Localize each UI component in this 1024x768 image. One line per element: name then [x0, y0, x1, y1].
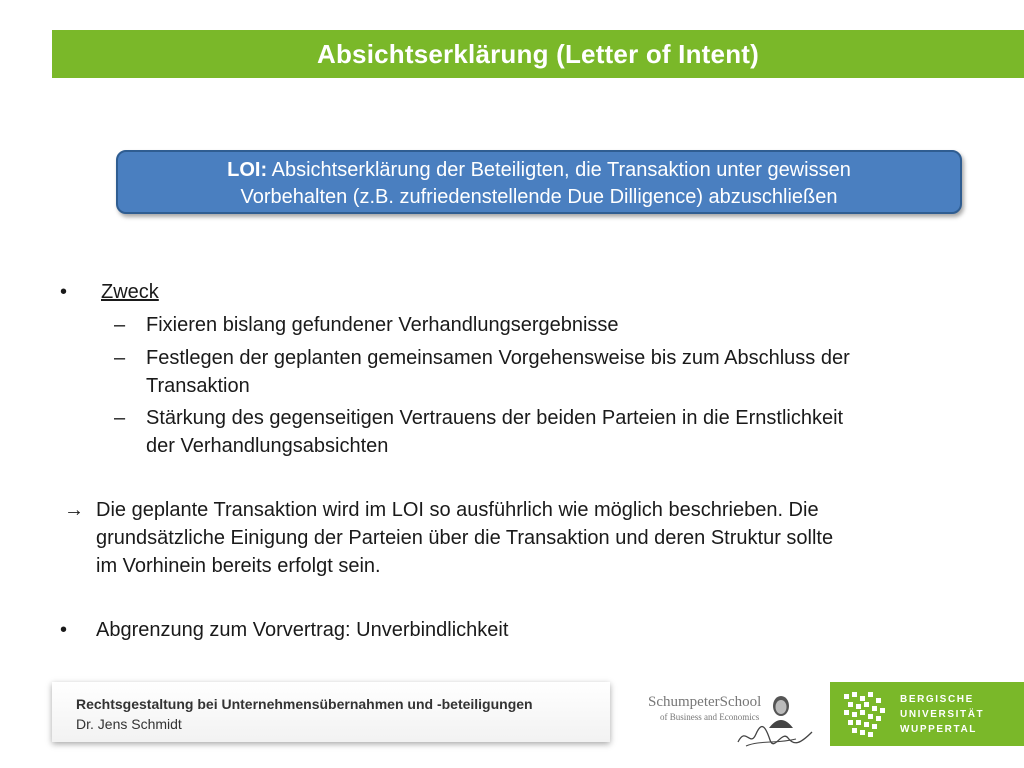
zweck-heading: Zweck: [101, 281, 159, 303]
arrow-text-line-2: grundsätzliche Einigung der Parteien über die Transaktion und deren Struktur sollte: [96, 527, 834, 549]
signature-icon: [736, 724, 814, 748]
title-bar: [52, 30, 1024, 78]
definition-line-1: [118, 157, 960, 184]
sub-item-1: Fixieren bislang gefundener Verhandlungsergebnisse: [146, 314, 619, 336]
page-title: Absichtserklärung (Letter of Intent): [316, 38, 759, 69]
dash-1: –: [114, 314, 126, 336]
definition-text-1: Absichtserklärung der Beteiligten, die Transaktion unter gewissen: [271, 159, 851, 181]
university-line-3: WUPPERTAL: [900, 724, 977, 735]
sub-item-3-line-1: Stärkung des gegenseitigen Vertrauens der beiden Parteien in die Ernstlichkeit: [146, 407, 844, 429]
sub-item-2-line-1: Festlegen der geplanten gemeinsamen Vorgehensweise bis zum Abschluss der: [146, 347, 850, 369]
footer-course-title: Rechtsgestaltung bei Unternehmensübernahmen und -beteiligungen: [76, 696, 533, 712]
definition-term: LOI:: [227, 159, 268, 181]
definition-line-2: Vorbehalten (z.B. zufriedenstellende Due Dilligence) abzuschließen: [240, 186, 838, 208]
arrow-icon: →: [64, 499, 84, 521]
university-line-2: UNIVERSITÄT: [900, 709, 985, 720]
portrait-icon: [766, 694, 796, 728]
abgrenzung-text: Abgrenzung zum Vorvertrag: Unverbindlichkeit: [96, 619, 509, 641]
dash-3: –: [114, 407, 126, 429]
school-name: SchumpeterSchool: [648, 694, 762, 710]
arrow-text-line-3: im Vorhinein bereits erfolgt sein.: [96, 555, 381, 577]
bullet-abgrenzung: •: [60, 619, 68, 641]
schumpeter-school-logo: [648, 692, 818, 750]
footer-card: [52, 682, 610, 742]
definition-box: [116, 150, 962, 214]
sub-item-2-line-2: Transaktion: [146, 375, 250, 397]
school-subtitle: of Business and Economics: [660, 712, 760, 722]
university-line-1: BERGISCHE: [900, 694, 974, 705]
dash-2: –: [114, 347, 126, 369]
sub-item-3-line-2: der Verhandlungsabsichten: [146, 435, 389, 457]
university-name: [900, 692, 984, 737]
footer-author: Dr. Jens Schmidt: [76, 716, 182, 732]
university-logo: [830, 682, 1024, 746]
bullet-zweck: •: [60, 281, 68, 303]
university-logo-icon: [840, 688, 892, 740]
arrow-text-line-1: Die geplante Transaktion wird im LOI so ausführlich wie möglich beschrieben. Die: [96, 499, 819, 521]
